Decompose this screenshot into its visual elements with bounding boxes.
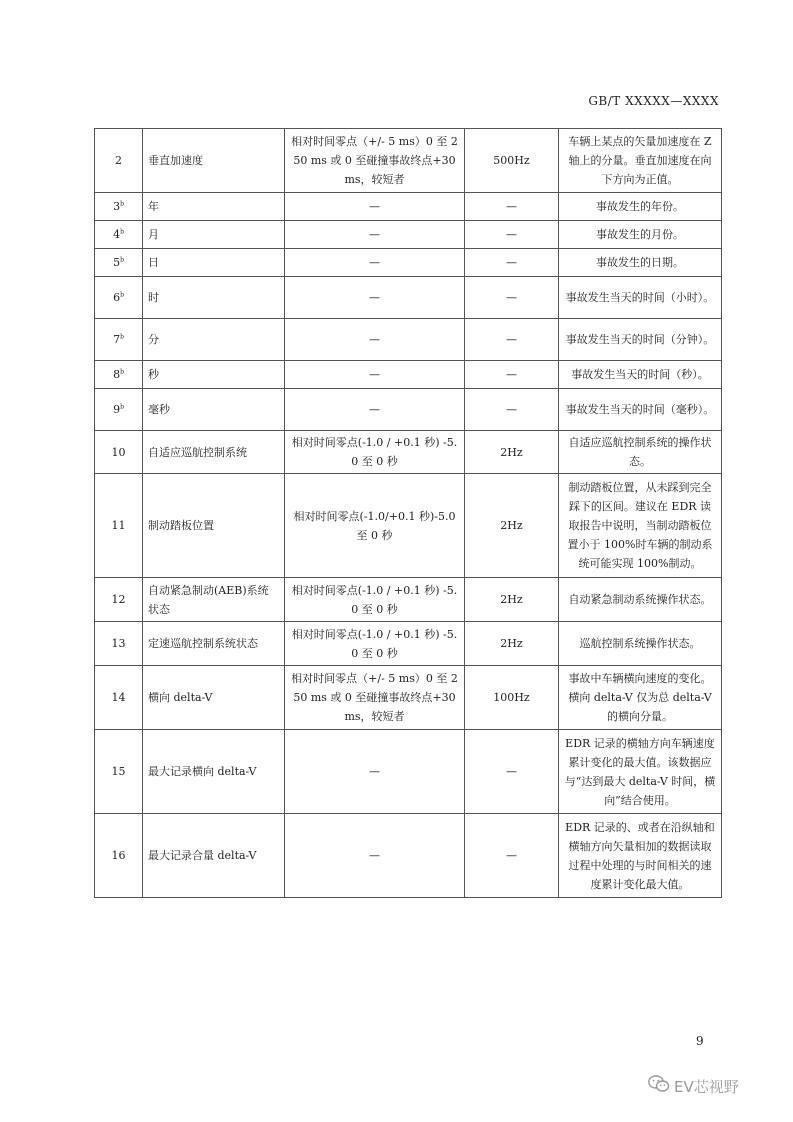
row-number: 5$^b$ — [95, 249, 143, 277]
row-number: 14 — [95, 666, 143, 730]
data-element-name: 分 — [143, 319, 285, 361]
table-row — [95, 389, 722, 431]
element-description: 事故发生当天的时间（分钟）。 — [559, 319, 722, 361]
data-element-name: 最大记录合量 delta-V — [143, 814, 285, 898]
table-row — [95, 730, 722, 814]
element-description: 事故发生的年份。 — [559, 193, 722, 221]
page-number: 9 — [696, 1034, 704, 1048]
row-number: 8$^b$ — [95, 361, 143, 389]
sample-rate: — — [465, 221, 559, 249]
element-description: 车辆上某点的矢量加速度在 Z 轴上的分量。垂直加速度在向下方向为正值。 — [559, 129, 722, 193]
recording-interval: — — [285, 249, 465, 277]
row-number: 3$^b$ — [95, 193, 143, 221]
row-number: 15 — [95, 730, 143, 814]
row-number: 6$^b$ — [95, 277, 143, 319]
data-element-name: 制动踏板位置 — [143, 474, 285, 578]
recording-interval: 相对时间零点（+/- 5 ms）0 至 250 ms 或 0 至碰撞事故终点+30ms，较短者 — [285, 129, 465, 193]
row-number: 13 — [95, 622, 143, 666]
wechat-icon — [648, 1075, 674, 1097]
sample-rate: — — [465, 730, 559, 814]
element-description: 事故发生当天的时间（毫秒）。 — [559, 389, 722, 431]
data-element-name: 自适应巡航控制系统 — [143, 431, 285, 474]
data-element-name: 日 — [143, 249, 285, 277]
sample-rate: — — [465, 361, 559, 389]
table-row — [95, 431, 722, 474]
element-description: 事故中车辆横向速度的变化。横向 delta-V 仅为总 delta-V 的横向分量。 — [559, 666, 722, 730]
recording-interval: — — [285, 221, 465, 249]
data-element-name: 横向 delta-V — [143, 666, 285, 730]
recording-interval: 相对时间零点（+/- 5 ms）0 至 250 ms 或 0 至碰撞事故终点+30ms，较短者 — [285, 666, 465, 730]
document-code: GB/T XXXXX—XXXX — [588, 94, 719, 108]
sample-rate: — — [465, 389, 559, 431]
element-description: 事故发生当天的时间（小时）。 — [559, 277, 722, 319]
sample-rate: 2Hz — [465, 474, 559, 578]
footnote-marker: b — [120, 200, 124, 208]
recording-interval: — — [285, 389, 465, 431]
recording-interval: 相对时间零点(-1.0 / +0.1 秒) -5.0 至 0 秒 — [285, 622, 465, 666]
data-element-name: 毫秒 — [143, 389, 285, 431]
table-row — [95, 277, 722, 319]
sample-rate: 500Hz — [465, 129, 559, 193]
footnote-marker: b — [120, 368, 124, 376]
recording-interval: — — [285, 193, 465, 221]
element-description: 巡航控制系统操作状态。 — [559, 622, 722, 666]
row-number: 12 — [95, 578, 143, 622]
table-row — [95, 249, 722, 277]
element-description: 自动紧急制动系统操作状态。 — [559, 578, 722, 622]
data-element-name: 秒 — [143, 361, 285, 389]
data-element-name: 定速巡航控制系统状态 — [143, 622, 285, 666]
element-description: 自适应巡航控制系统的操作状态。 — [559, 431, 722, 474]
table-row — [95, 622, 722, 666]
row-number: 7$^b$ — [95, 319, 143, 361]
element-description: 事故发生的日期。 — [559, 249, 722, 277]
sample-rate: 2Hz — [465, 578, 559, 622]
row-number: 16 — [95, 814, 143, 898]
element-description: EDR 记录的、或者在沿纵轴和横轴方向矢量相加的数据读取过程中处理的与时间相关的速度累计变化最大值。 — [559, 814, 722, 898]
sample-rate: — — [465, 249, 559, 277]
data-element-name: 年 — [143, 193, 285, 221]
table-row — [95, 129, 722, 193]
sample-rate: 2Hz — [465, 622, 559, 666]
element-description: 制动踏板位置，从未踩到完全踩下的区间。建议在 EDR 读取报告中说明，当制动踏板位置小于 100%时车辆的制动系统可能实现 100%制动。 — [559, 474, 722, 578]
row-number: 11 — [95, 474, 143, 578]
data-element-name: 垂直加速度 — [143, 129, 285, 193]
sample-rate: — — [465, 319, 559, 361]
row-number: 4$^b$ — [95, 221, 143, 249]
row-number: 10 — [95, 431, 143, 474]
sample-rate: 100Hz — [465, 666, 559, 730]
sample-rate: — — [465, 814, 559, 898]
data-element-name: 自动紧急制动(AEB)系统状态 — [143, 578, 285, 622]
table-row — [95, 361, 722, 389]
recording-interval: 相对时间零点(-1.0 / +0.1 秒) -5.0 至 0 秒 — [285, 578, 465, 622]
footnote-marker: b — [120, 403, 124, 411]
recording-interval: — — [285, 814, 465, 898]
recording-interval: 相对时间零点(-1.0 / +0.1 秒) -5.0 至 0 秒 — [285, 431, 465, 474]
table-row — [95, 193, 722, 221]
element-description: EDR 记录的横轴方向车辆速度累计变化的最大值。该数据应与“达到最大 delta-V 时间，横向”结合使用。 — [559, 730, 722, 814]
sample-rate: — — [465, 277, 559, 319]
table-row — [95, 474, 722, 578]
table-row — [95, 578, 722, 622]
data-element-name: 月 — [143, 221, 285, 249]
footnote-marker: b — [120, 228, 124, 236]
watermark — [648, 1074, 739, 1098]
element-description: 事故发生的月份。 — [559, 221, 722, 249]
sample-rate: 2Hz — [465, 431, 559, 474]
data-element-name: 最大记录横向 delta-V — [143, 730, 285, 814]
row-number: 9$^b$ — [95, 389, 143, 431]
data-element-name: 时 — [143, 277, 285, 319]
data-element-table — [94, 128, 722, 898]
table-row — [95, 666, 722, 730]
table-row — [95, 221, 722, 249]
sample-rate: — — [465, 193, 559, 221]
table-row — [95, 319, 722, 361]
recording-interval: — — [285, 277, 465, 319]
footnote-marker: b — [120, 291, 124, 299]
recording-interval: — — [285, 730, 465, 814]
element-description: 事故发生当天的时间（秒）。 — [559, 361, 722, 389]
recording-interval: — — [285, 361, 465, 389]
recording-interval: — — [285, 319, 465, 361]
table-row — [95, 814, 722, 898]
recording-interval: 相对时间零点(-1.0/+0.1 秒)-5.0 至 0 秒 — [285, 474, 465, 578]
footnote-marker: b — [120, 256, 124, 264]
watermark-text: EV芯视野 — [674, 1077, 739, 1096]
footnote-marker: b — [120, 333, 124, 341]
row-number: 2 — [95, 129, 143, 193]
